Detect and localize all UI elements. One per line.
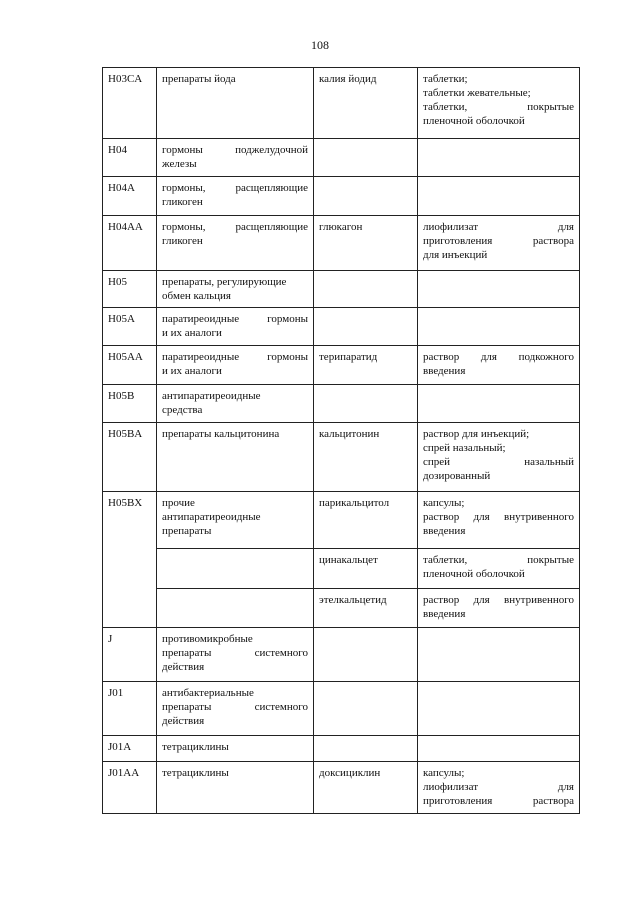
dosage-forms [418, 346, 580, 385]
dosage-form-line: пленочной оболочкой [423, 568, 525, 580]
atc-code: H04AA [103, 216, 157, 271]
dosage-forms [418, 68, 580, 139]
inn-name [314, 139, 418, 177]
table-row [103, 549, 580, 589]
page-number: 108 [311, 38, 329, 52]
inn-name: глюкагон [314, 216, 418, 271]
group-name-line: прочие [162, 497, 195, 509]
table-row [103, 385, 580, 423]
dosage-forms [418, 762, 580, 814]
group-name-line: действия [162, 661, 205, 673]
dosage-forms [418, 385, 580, 423]
group-name-line: антипаратиреоидные [162, 511, 261, 523]
table-row [103, 736, 580, 762]
table-row [103, 308, 580, 346]
group-name [157, 271, 314, 308]
group-name [157, 139, 314, 177]
atc-code: H05BA [103, 423, 157, 492]
group-name [157, 628, 314, 682]
group-name [157, 177, 314, 216]
atc-code: H05 [103, 271, 157, 308]
drug-table [102, 67, 580, 814]
dosage-form-line: приготовления раствора [423, 795, 574, 807]
dosage-forms [418, 423, 580, 492]
table-row [103, 139, 580, 177]
inn-name [314, 736, 418, 762]
atc-code: J01 [103, 682, 157, 736]
dosage-form-line: введения [423, 525, 466, 537]
group-name-line: и их аналоги [162, 365, 222, 377]
group-name: тетрациклины [157, 736, 314, 762]
table-row [103, 682, 580, 736]
table-row [103, 492, 580, 549]
group-name-line: гликоген [162, 196, 203, 208]
table-row [103, 68, 580, 139]
dosage-forms [418, 682, 580, 736]
inn-name: парикальцитол [314, 492, 418, 549]
inn-name [314, 308, 418, 346]
group-name [157, 682, 314, 736]
group-name [157, 549, 314, 589]
dosage-form-line: таблетки, покрытые [423, 101, 574, 113]
group-name-line: препараты системного [162, 647, 308, 659]
group-name: препараты йода [157, 68, 314, 139]
group-name-line: средства [162, 404, 203, 416]
group-name-line: препараты системного [162, 701, 308, 713]
group-name [157, 216, 314, 271]
group-name [157, 589, 314, 628]
group-name: препараты кальцитонина [157, 423, 314, 492]
group-name-line: железы [162, 158, 197, 170]
group-name-line: антипаратиреоидные [162, 390, 261, 402]
dosage-form-line: раствор для внутривенного [423, 594, 574, 606]
table-row [103, 628, 580, 682]
inn-name [314, 271, 418, 308]
dosage-forms [418, 216, 580, 271]
dosage-forms [418, 308, 580, 346]
atc-code: H05AA [103, 346, 157, 385]
dosage-forms [418, 549, 580, 589]
group-name [157, 346, 314, 385]
group-name [157, 308, 314, 346]
dosage-form-line: таблетки; [423, 73, 468, 85]
inn-name [314, 177, 418, 216]
group-name-line: и их аналоги [162, 327, 222, 339]
inn-name: цинакальцет [314, 549, 418, 589]
dosage-form-line: таблетки жевательные; [423, 87, 531, 99]
group-name-line: гормоны, расщепляющие [162, 221, 308, 233]
atc-code: H05BX [103, 492, 157, 628]
inn-name: кальцитонин [314, 423, 418, 492]
dosage-form-line: капсулы; [423, 497, 465, 509]
table-row [103, 762, 580, 814]
group-name [157, 492, 314, 549]
group-name-line: паратиреоидные гормоны [162, 351, 308, 363]
atc-code: J01AA [103, 762, 157, 814]
dosage-form-line: капсулы; [423, 767, 465, 779]
table-row [103, 589, 580, 628]
dosage-form-line: спрей назальный; [423, 442, 506, 454]
dosage-form-line: спрей назальный [423, 456, 574, 468]
atc-code: H05B [103, 385, 157, 423]
inn-name [314, 628, 418, 682]
atc-code: H04 [103, 139, 157, 177]
dosage-form-line: приготовления раствора [423, 235, 574, 247]
group-name-line: противомикробные [162, 633, 253, 645]
group-name-line: обмен кальция [162, 290, 231, 302]
inn-name: калия йодид [314, 68, 418, 139]
group-name-line: препараты [162, 525, 212, 537]
atc-code: H05A [103, 308, 157, 346]
atc-code: H04A [103, 177, 157, 216]
group-name-line: гормоны, расщепляющие [162, 182, 308, 194]
inn-name: доксициклин [314, 762, 418, 814]
group-name: тетрациклины [157, 762, 314, 814]
dosage-form-line: раствор для инъекций; [423, 428, 530, 440]
group-name-line: действия [162, 715, 205, 727]
atc-code: J [103, 628, 157, 682]
inn-name [314, 385, 418, 423]
dosage-form-line: раствор для внутривенного [423, 511, 574, 523]
dosage-forms [418, 736, 580, 762]
dosage-form-line: для инъекций [423, 249, 488, 261]
dosage-form-line: лиофилизат для [423, 221, 574, 233]
group-name [157, 385, 314, 423]
dosage-form-line: введения [423, 365, 466, 377]
group-name-line: паратиреоидные гормоны [162, 313, 308, 325]
inn-name: этелкальцетид [314, 589, 418, 628]
dosage-forms [418, 589, 580, 628]
dosage-form-line: пленочной оболочкой [423, 115, 525, 127]
dosage-forms [418, 271, 580, 308]
atc-code: J01A [103, 736, 157, 762]
dosage-forms [418, 628, 580, 682]
dosage-forms [418, 139, 580, 177]
table-row [103, 271, 580, 308]
group-name-line: гормоны поджелудочной [162, 144, 308, 156]
atc-code: H03CA [103, 68, 157, 139]
group-name-line: препараты, регулирующие [162, 276, 287, 288]
dosage-forms [418, 177, 580, 216]
dosage-form-line: раствор для подкожного [423, 351, 574, 363]
dosage-form-line: лиофилизат для [423, 781, 574, 793]
group-name-line: антибактериальные [162, 687, 254, 699]
inn-name [314, 682, 418, 736]
group-name-line: гликоген [162, 235, 203, 247]
dosage-forms [418, 492, 580, 549]
table-row [103, 423, 580, 492]
table-row [103, 216, 580, 271]
dosage-form-line: дозированный [423, 470, 491, 482]
table-row [103, 346, 580, 385]
dosage-form-line: введения [423, 608, 466, 620]
inn-name: терипаратид [314, 346, 418, 385]
dosage-form-line: таблетки, покрытые [423, 554, 574, 566]
table-row [103, 177, 580, 216]
